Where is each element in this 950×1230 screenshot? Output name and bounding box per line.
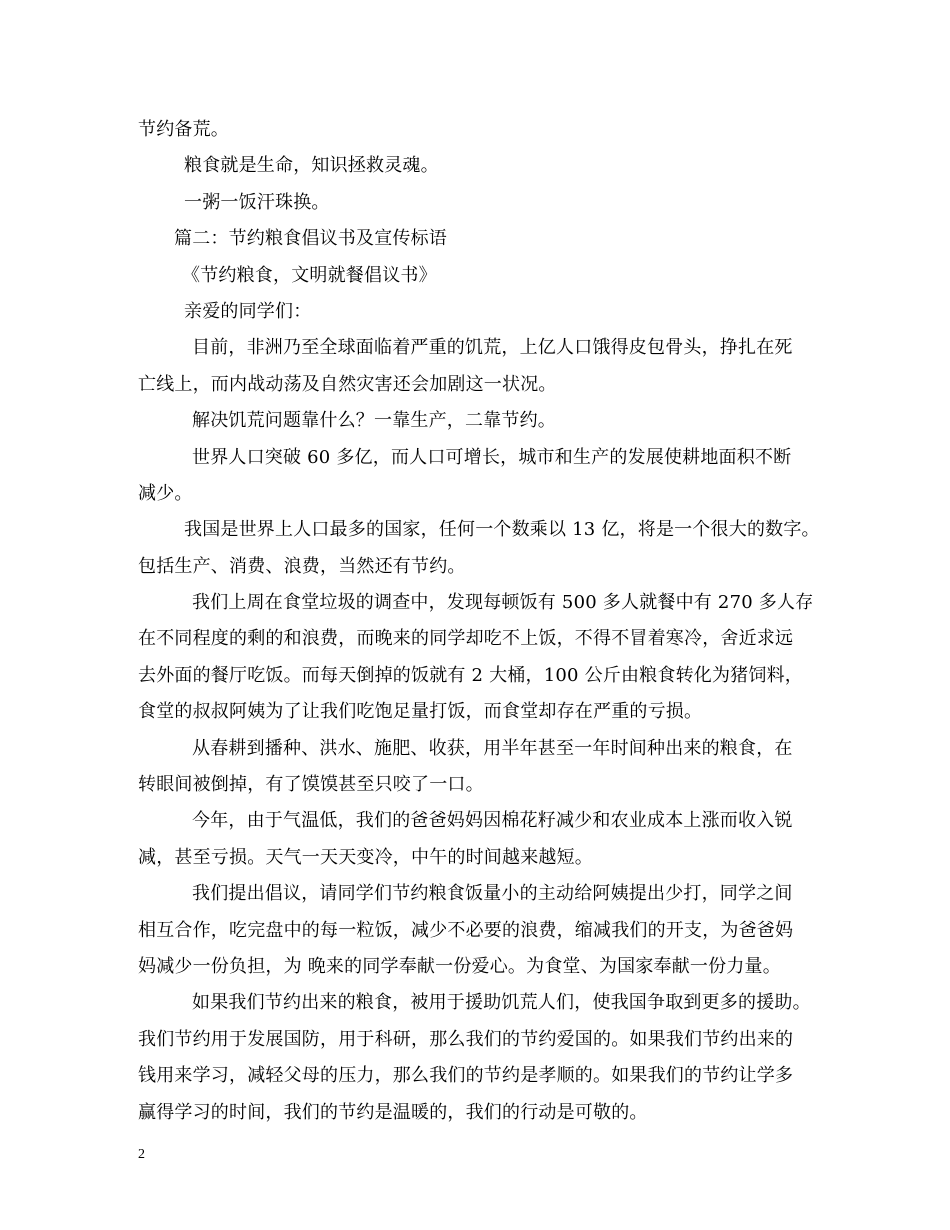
- text-line: 解决饥荒问题靠什么？一靠生产，二靠节约。: [192, 410, 556, 432]
- text-line: 如果我们节约出来的粮食，被用于援助饥荒人们，使我国争取到更多的援助。: [192, 992, 811, 1014]
- text-line: 亡线上，而内战动荡及自然灾害还会加剧这一状况。: [138, 373, 557, 395]
- text-line: 今年，由于气温低，我们的爸爸妈妈因棉花籽减少和农业成本上涨而收入锐: [192, 810, 793, 832]
- text-line: 相互合作，吃完盘中的每一粒饭，减少不必要的浪费，缩减我们的开支，为爸爸妈: [138, 919, 794, 941]
- text-line: 减，甚至亏损。天气一天天变冷，中午的时间越来越短。: [138, 846, 593, 868]
- text-line: 我们上周在食堂垃圾的调查中，发现每顿饭有 500 多人就餐中有 270 多人存: [192, 592, 814, 614]
- text-line: 世界人口突破 60 多亿，而人口可增长，城市和生产的发展使耕地面积不断: [192, 446, 792, 468]
- text-line: 一粥一饭汗珠换。: [184, 191, 330, 213]
- text-line: 赢得学习的时间，我们的节约是温暖的，我们的行动是可敬的。: [138, 1101, 648, 1123]
- text-line: 亲爱的同学们：: [184, 300, 312, 322]
- text-line: 妈减少一份负担，为 晚来的同学奉献一份爱心。为食堂、为国家奉献一份力量。: [138, 955, 781, 977]
- text-line: 《节约粮食，文明就餐倡议书》: [182, 264, 437, 286]
- text-line: 转眼间被倒掉，有了馍馍甚至只咬了一口。: [138, 774, 484, 796]
- text-line: 食堂的叔叔阿姨为了让我们吃饱足量打饭，而食堂却存在严重的亏损。: [138, 701, 703, 723]
- text-line: 我们节约用于发展国防，用于科研，那么我们的节约爱国的。如果我们节约出来的: [138, 1028, 794, 1050]
- text-line: 我国是世界上人口最多的国家，任何一个数乘以 13 亿，将是一个很大的数字。: [184, 519, 820, 541]
- text-line: 去外面的餐厅吃饭。而每天倒掉的饭就有 2 大桶，100 公斤由粮食转化为猪饲料，: [138, 664, 803, 686]
- body-text: [138, 112, 828, 1131]
- text-line: 目前，非洲乃至全球面临着严重的饥荒，上亿人口饿得皮包骨头，挣扎在死: [192, 337, 793, 359]
- text-line: 我们提出倡议，请同学们节约粮食饭量小的主动给阿姨提出少打，同学之间: [192, 883, 793, 905]
- text-line: 钱用来学习，减轻父母的压力，那么我们的节约是孝顺的。如果我们的节约让学多: [138, 1065, 794, 1087]
- text-line: 粮食就是生命，知识拯救灵魂。: [184, 155, 439, 177]
- text-line: 篇二：节约粮食倡议书及宣传标语: [174, 228, 447, 250]
- text-line: 包括生产、消费、浪费，当然还有节约。: [138, 555, 466, 577]
- page-number: 2: [138, 1147, 145, 1162]
- text-line: 节约备荒。: [138, 119, 229, 140]
- text-line: 在不同程度的剩的和浪费，而晚来的同学却吃不上饭，不得不冒着寒冷，舍近求远: [138, 628, 794, 650]
- text-line: 减少。: [138, 482, 193, 504]
- text-line: 从春耕到播种、洪水、施肥、收获，用半年甚至一年时间种出来的粮食，在: [192, 737, 793, 759]
